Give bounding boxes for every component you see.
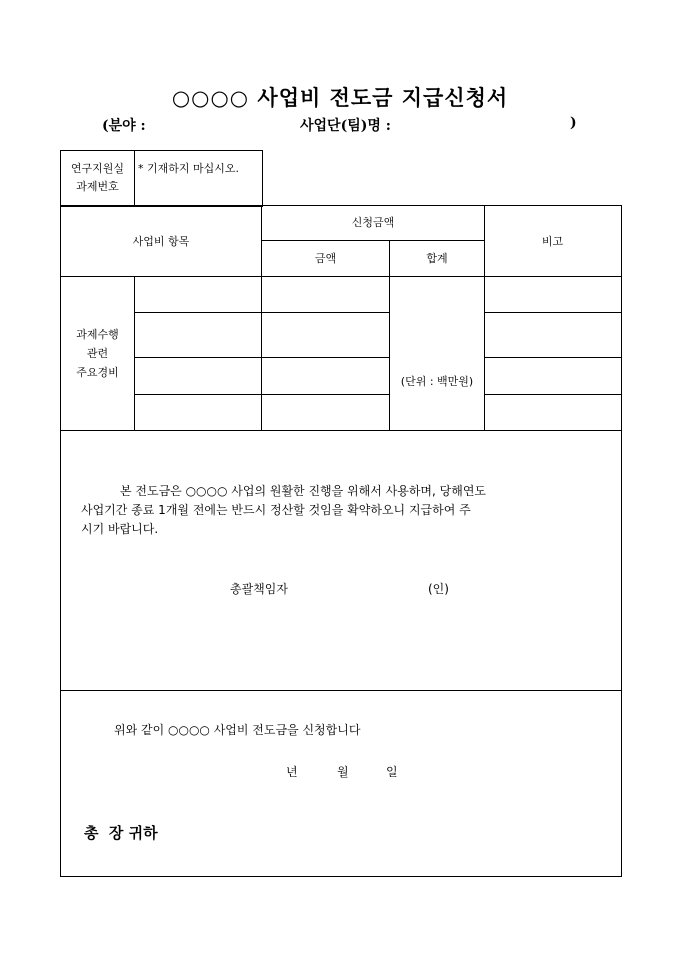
pledge-line-2: 사업기간 종료 1개월 전에는 반드시 정산할 것임을 확약하오니 지급하여 주 [81, 503, 471, 517]
section-divider [60, 690, 621, 691]
field-label: (분야 : [102, 118, 146, 134]
row-group-line3: 주요경비 [76, 366, 119, 379]
header-amount: 금액 [314, 252, 337, 265]
task-box-label-line2: 과제번호 [76, 180, 119, 193]
task-box-divider [134, 150, 135, 206]
signer-label: 총괄책임자 [230, 582, 288, 596]
row-line-3-right [484, 394, 621, 395]
header-item: 사업비 항목 [132, 235, 190, 248]
row-group-line2: 관련 [86, 347, 109, 360]
application-statement: 위와 같이 ○○○○ 사업비 전도금을 신청합니다 [114, 723, 361, 737]
document-title: ○○○○ 사업비 전도금 지급신청서 [171, 85, 509, 110]
header-split-line [261, 240, 484, 241]
seal-label: (인) [428, 582, 449, 596]
col-line-total [389, 240, 390, 430]
addressee: 총 장 귀하 [84, 824, 158, 842]
header-bottom-line [60, 276, 621, 277]
date-year: 년 [286, 765, 298, 779]
col-line-amount [261, 205, 262, 430]
unit-note: (단위 : 백만원) [400, 375, 474, 388]
pledge-line-1: 본 전도금은 ○○○○ 사업의 원활한 진행을 위해서 사용하며, 당해연도 [120, 484, 487, 498]
date-day: 일 [386, 765, 398, 779]
pledge-line-3: 시기 바랍니다. [81, 522, 159, 536]
table-bottom-line [60, 430, 621, 431]
task-box-note: * 기재하지 마십시오. [138, 162, 239, 175]
task-box-label-line1: 연구지원실 [70, 162, 125, 175]
team-name-label: 사업단(팀)명 : [300, 118, 391, 134]
date-month: 월 [337, 765, 349, 779]
row-group-line1: 과제수행 [76, 328, 119, 341]
subtitle-close-paren: ) [570, 115, 577, 131]
header-request-amount: 신청금액 [351, 216, 395, 229]
col-line-rowgroup [134, 276, 135, 430]
row-line-1-right [484, 312, 621, 313]
header-total: 합계 [426, 252, 448, 265]
row-line-2-right [484, 357, 621, 358]
header-remarks: 비고 [541, 235, 564, 248]
